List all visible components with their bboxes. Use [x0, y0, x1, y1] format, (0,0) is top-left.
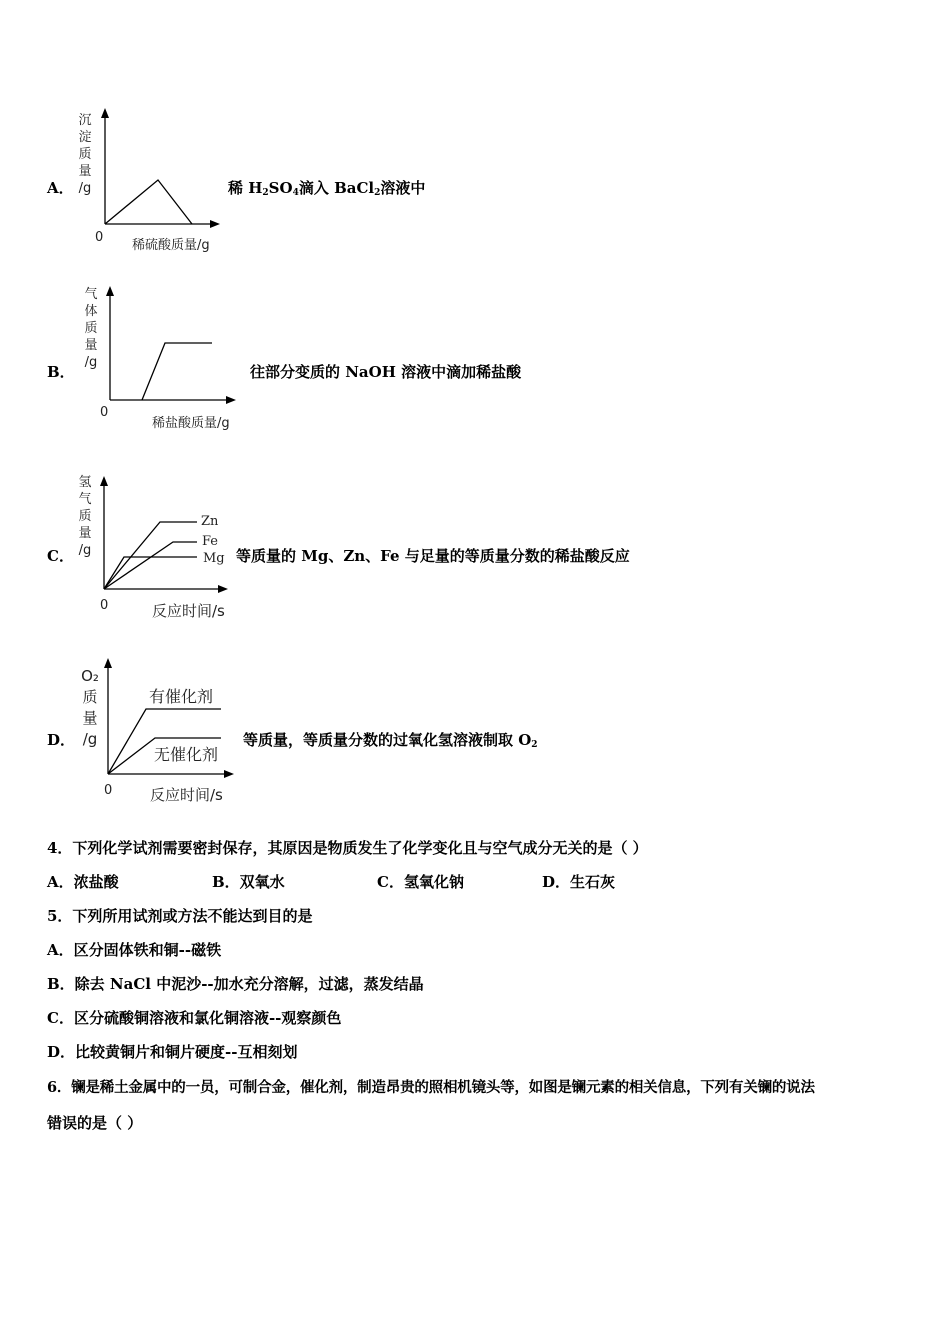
graph-c-caption: 等质量的 Mg、Zn、Fe 与足量的等质量分数的稀盐酸反应 — [236, 547, 630, 565]
graph-c-origin: 0 — [100, 598, 109, 613]
graph-c-label-zn: Zn — [201, 514, 219, 529]
option-letter-a: A． — [47, 179, 74, 197]
question-4-option-d: D．生石灰 — [542, 873, 616, 891]
question-5-stem: 5．下列所用试剂或方法不能达到目的是 — [47, 907, 313, 925]
graph-d-label-no-catalyst: 无催化剂 — [154, 745, 219, 764]
graph-a-x-axis-label: 稀硫酸质量/g — [132, 238, 210, 253]
question-6-stem-line-1: 6．镧是稀土金属中的一员，可制合金，催化剂，制造昂贵的照相机镜头等，如图是镧元素的相关信息，下列有关镧的说法 — [47, 1079, 815, 1096]
graph-d-y-axis-label: O₂ 质 量 /g — [81, 667, 99, 748]
graph-d-x-axis-label: 反应时间/s — [150, 786, 223, 804]
graph-b-caption: 往部分变质的 NaOH 溶液中滴加稀盐酸 — [250, 363, 522, 381]
graph-d-label-catalyst: 有催化剂 — [149, 687, 214, 706]
question-5-option-d: D．比较黄铜片和铜片硬度--互相刻划 — [47, 1043, 298, 1061]
graph-d-x-arrow — [224, 770, 234, 778]
graph-a-caption: 稀 $H_2SO_4$滴入 BaCl$_2$溶液中 — [228, 179, 426, 198]
question-4-stem: 4．下列化学试剂需要密封保存，其原因是物质发生了化学变化且与空气成分无关的是（ ） — [47, 839, 648, 857]
graph-b-origin: 0 — [100, 405, 109, 420]
graph-c-x-axis-label: 反应时间/s — [152, 602, 225, 620]
question-4-option-c: C．氢氧化钠 — [377, 873, 464, 891]
graph-b-y-axis-label: 气 体 质 量 /g — [84, 287, 98, 370]
graph-b-x-axis-label: 稀盐酸质量/g — [152, 416, 230, 431]
option-letter-b: B． — [47, 363, 75, 381]
question-5-option-c: C．区分硫酸铜溶液和氯化铜溶液--观察颜色 — [47, 1009, 342, 1027]
question-4-option-a: A．浓盐酸 — [47, 873, 119, 891]
graph-a-origin: 0 — [95, 230, 104, 245]
graph-d-caption: 等质量，等质量分数的过氧化氢溶液制取 $O_2$ — [243, 731, 538, 750]
graph-c-label-fe: Fe — [202, 534, 219, 549]
graph-d-y-arrow — [104, 658, 112, 668]
option-letter-d: D． — [47, 731, 76, 749]
question-5-option-b: B．除去 NaCl 中泥沙--加水充分溶解，过滤，蒸发结晶 — [47, 975, 424, 993]
question-5-option-a: A．区分固体铁和铜--磁铁 — [47, 941, 222, 959]
graph-d-origin: 0 — [104, 783, 113, 798]
graph-a-y-axis-label: 沉 淀 质 量 /g — [78, 113, 92, 196]
graph-c-label-mg: Mg — [203, 551, 225, 566]
question-4-option-b: B．双氧水 — [212, 873, 285, 891]
option-letter-c: C． — [47, 547, 74, 565]
graph-c-y-axis-label: 氢 气 质 量 /g — [78, 475, 92, 558]
question-6-stem-line-2: 错误的是（ ） — [47, 1114, 143, 1132]
